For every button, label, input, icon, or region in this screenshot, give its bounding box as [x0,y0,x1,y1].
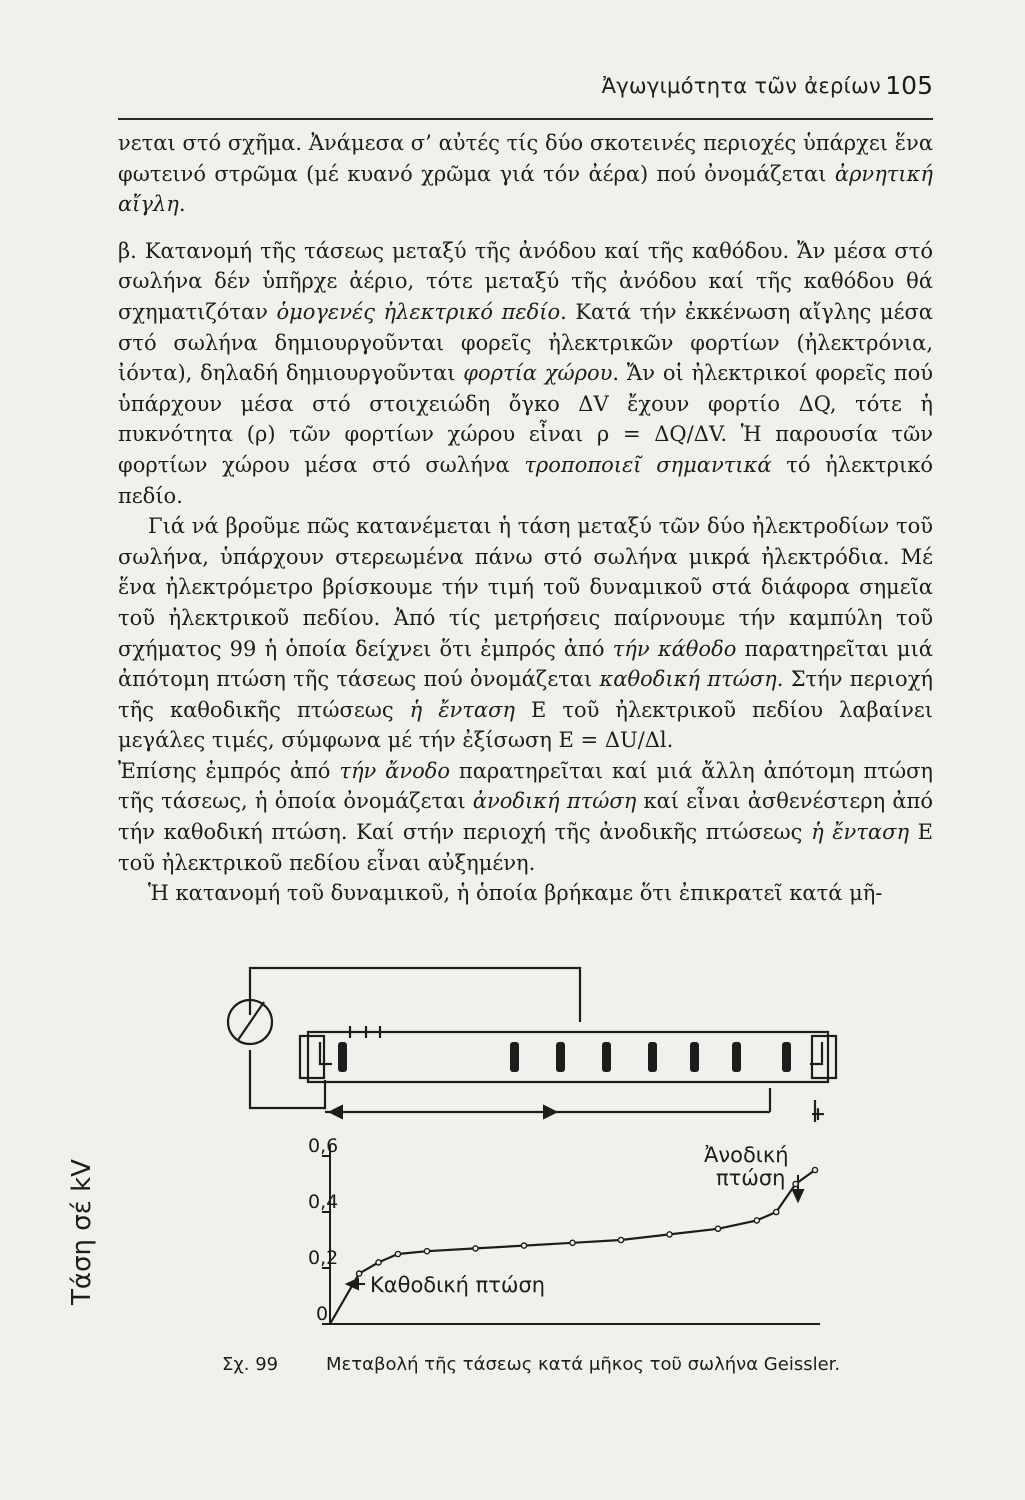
data-point [618,1237,623,1242]
data-point [774,1209,779,1214]
data-point [570,1240,575,1245]
probe-electrode [690,1042,699,1072]
header-rule [118,118,933,120]
data-point [357,1271,362,1276]
probe-electrode [732,1042,741,1072]
paragraph-4: Ἐπίσης ἐμπρός ἀπό τήν ἄνοδο παρατηρεῖται καί μιά ἄλλη ἀπότομη πτώση τῆς τάσεως, ἡ ὁποία ὀνομάζεται ἀνοδική πτώση καί εἶναι ἀσθενέστερη ἀπό τήν καθοδική πτώση. Καί στήν περιοχή τῆς ἀνοδικῆς πτώσεως ἡ ἔνταση Ε τοῦ ἠλεκτρικοῦ πεδίου εἶναι αὐξημένη. [118,758,933,875]
data-point [521,1243,526,1248]
data-point [667,1232,672,1237]
body-text [118,128,933,909]
anode-arrow-icon [793,1190,803,1201]
cathode-fall-label: Καθοδική πτώση [370,1273,546,1297]
paragraph-3: Γιά νά βροῦμε πῶς κατανέμεται ἡ τάση μεταξύ τῶν δύο ἠλεκτροδίων τοῦ σωλήνα, ὑπάρχουν στερεωμένα πάνω στό σωλήνα μικρά ἠλεκτρόδια. Μέ ἕνα ἠλεκτρόμετρο βρίσκουμε τήν τιμή τοῦ δυναμικοῦ στά διάφορα σημεῖα τοῦ ἠλεκτρικοῦ πεδίου. Ἀπό τίς μετρήσεις παίρνουμε τήν καμπύλη τοῦ σχήματος 99 ἡ ὁποία δείχνει ὅτι ἐμπρός ἀπό τήν κάθοδο παρατηρεῖται μιά ἀπότομη πτώση τῆς τάσεως πού ὀνομάζεται καθοδική πτώση. Στήν περιοχή τῆς καθοδικῆς πτώσεως ἡ ἔνταση Ε τοῦ ἠλεκτρικοῦ πεδίου λαβαίνει μεγάλες τιμές, σύμφωνα μέ τήν ἐξίσωση Ε = ΔU/Δl. [118,514,933,753]
y-tick-label: 0 [316,1303,329,1325]
data-point [715,1226,720,1231]
geissler-tube [308,1032,828,1082]
page-number: 105 [885,71,933,100]
anode-fall-label-line2: πτώση [716,1166,786,1190]
data-point [793,1181,798,1186]
plus-sign: + [810,1103,826,1125]
probe-electrode [556,1042,565,1072]
wire-top [250,968,580,1022]
data-point [395,1251,400,1256]
probe-electrode [602,1042,611,1072]
arrow-right-icon [544,1106,556,1118]
probe-electrodes [338,1042,791,1072]
data-point [473,1246,478,1251]
probe-electrode [782,1042,791,1072]
page-header [118,60,933,122]
figure-99 [170,950,910,1370]
data-point [754,1218,759,1223]
paragraph-5: Ἡ κατανομή τοῦ δυναμικοῦ, ἡ ὁποία βρήκαμε ὅτι ἐπικρατεῖ κατά μῆ- [148,881,883,906]
y-axis-label: Τάση σέ kV [67,1159,97,1305]
caption-text: Μεταβολή τῆς τάσεως κατά μῆκος τοῦ σωλήνα Geissler. [326,1354,841,1375]
paragraph-2: β. Κατανομή τῆς τάσεως μεταξύ τῆς ἀνόδου καί τῆς καθόδου. Ἄν μέσα στό σωλήνα δέν ὑπῆρχε ἀέριο, τότε μεταξύ τῆς ἀνόδου καί τῆς καθόδου θά σχηματιζόταν ὁμογενές ἠλεκτρικό πεδίο. Κατά τήν ἐκκένωση αἴγλης μέσα στό σωλήνα δημιουργοῦνται φορεῖς ἠλεκτρικῶν φορτίων (ἠλεκτρόνια, ἰόντα), δηλαδή δημιουργοῦνται φορτία χώρου. Ἄν οἱ ἠλεκτρικοί φορεῖς πού ὑπάρχουν μέσα στό στοιχειώδη ὄγκο ΔV ἔχουν φορτίο ΔQ, τότε ἡ πυκνότητα (ρ) τῶν φορτίων χώρου εἶναι ρ = ΔQ/ΔV. Ἡ παρουσία τῶν φορτίων χώρου μέσα στό σωλήνα τροποποιεῖ σημαντικά τό ἠλεκτρικό πεδίο. [118,238,933,508]
data-point [812,1167,817,1172]
caption-number: Σχ. 99 [222,1354,279,1375]
probe-electrode [510,1042,519,1072]
running-head: Ἀγωγιμότητα τῶν ἀερίων [601,74,881,98]
probe-electrode [338,1042,347,1072]
anode-fall-label-line1: Ἀνοδική [704,1143,789,1167]
arrow-left-icon [330,1106,342,1118]
y-tick-label: 0,4 [308,1191,339,1213]
y-tick-label: 0,6 [308,1135,339,1157]
cathode-electrode [320,1042,332,1064]
y-tick-label: 0,2 [308,1247,339,1269]
voltage-curve [330,1170,815,1324]
figure-drawing [170,950,910,1370]
paragraph-1: νεται στό σχῆμα. Ἀνάμεσα σ’ αὐτές τίς δύο σκοτεινές περιοχές ὑπάρχει ἕνα φωτεινό στρῶμα (μέ κυανό χρῶμα γιά τόν ἀέρα) πού ὀνομάζεται ἀρνητική αἴγλη. [118,131,933,217]
probe-electrode [648,1042,657,1072]
data-point [424,1249,429,1254]
data-point [376,1260,381,1265]
